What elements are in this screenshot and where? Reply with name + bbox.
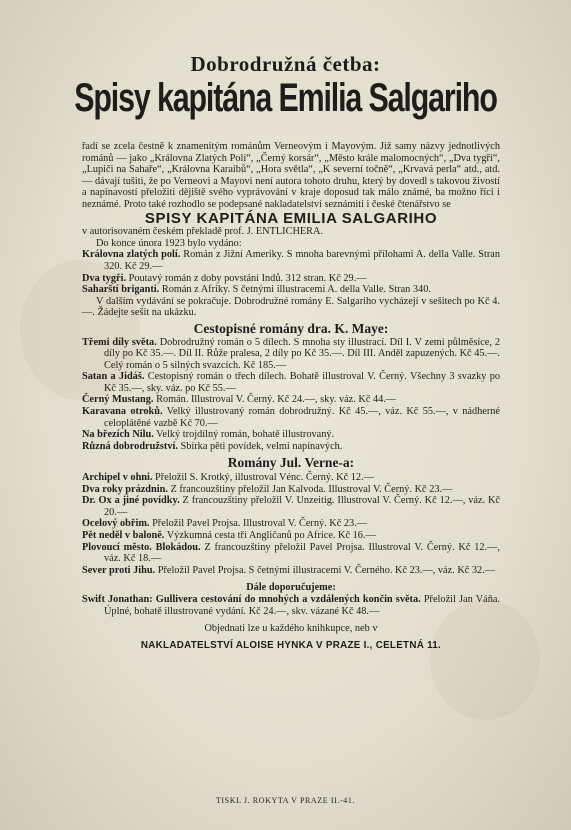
book-title: Černý Mustang.	[82, 394, 154, 406]
book-description: Román z Jižní Ameriky. S mnoha barevnými přílohami A. della Valle. Stran 320. Kč 29.—	[104, 249, 500, 272]
recommend-list	[82, 594, 500, 617]
book-description: Dobrodružný román o 5 dílech. S mnoha sty illustrací. Díl I. V zemi půlměsíce, 2 díly po Kč 35.—. Díl II. Růže pralesa, 2 díly po Kč 35.—. Díl III. Anděl zapuzených. Kč 45.—. Celý román o 5 silných svazcích. Kč 185.—	[104, 336, 500, 371]
section-heading-salgari: SPISY KAPITÁNA EMILIA SALGARIHO	[144, 209, 438, 227]
main-title: Spisy kapitána Emilia Salgariho	[74, 76, 497, 120]
translation-note: v autorisovaném českém překladě prof. J. ENTLICHERA.	[82, 226, 324, 238]
printer-credit: TISKL J. ROKYTA V PRAZE II.-41.	[215, 796, 356, 805]
content	[82, 141, 500, 651]
book-entry	[82, 565, 500, 577]
book-description: Velký illustrovaný román dobrodružný. Kč 45.—, váz. Kč 55.—, v nádherné celoplátěné vazbě Kč 70.—	[104, 406, 500, 429]
book-entry	[82, 495, 500, 518]
book-title: Ocelový obřim.	[82, 518, 150, 530]
book-title: Karavana otroků.	[82, 406, 163, 418]
closing-note: V dalším vydávání se pokračuje. Dobrodružné romány E. Salgariho vycházejí v sešitech po Kč 4.—. Žádejte sešit na ukázku.	[82, 295, 500, 319]
section-heading-recommend: Dále doporučujeme:	[246, 582, 336, 594]
book-description: Výzkumná cesta tří Angličanů po Africe. Kč 16.—	[164, 530, 376, 541]
publisher-address: NAKLADATELSTVÍ ALOISE HYNKA V PRAZE I., CELETNÁ 11.	[140, 639, 442, 651]
book-entry	[82, 518, 500, 530]
book-title: Třemi díly světa.	[82, 336, 157, 348]
verne-list	[82, 472, 500, 576]
book-title: Pět neděl v baloně.	[82, 530, 165, 541]
book-description: Sbírka pěti povídek, velmi napínavých.	[177, 440, 343, 452]
book-description: Přeložil Pavel Projsa. S četnými illustracemi V. Černého. Kč 23.—, váz. Kč 32.—	[155, 564, 496, 576]
intro-paragraph: řadí se zcela čestně k znamenitým románům Verneovým i Mayovým. Již samy názvy jednotlivých románů — jako „Královna Zlatých Polí“, „Černý korsár“, „Město krále malomocných“, „Dva tygři“, „Lupiči na Sahaře“, „Královna Karaibů“, „Hora světla“, „K severní točně“, „Krvavá perla“ atd., atd. — dávají tušiti, že po Verneovi a Mayovi není autora tohoto druhu, který by dovedl s takovou živostí a napínavostí přeložiti dějiště svého vyprávování v kraje doposud tak málo známé, ba možno říci i neznámé. Proto také rozhodlo se podepsané nakladatelství seznámiti i české čtenářstvo se	[82, 141, 500, 210]
book-description: Z francouzštiny přeložil V. Unzeitig. Illustroval V. Černý. Kč 12.—, váz. Kč 20.—	[104, 495, 501, 518]
book-entry	[82, 441, 500, 453]
salgari-list	[82, 249, 500, 295]
book-entry	[82, 371, 500, 394]
book-description: Román z Afriky. S četnými illustracemi A. della Valle. Stran 340.	[159, 284, 431, 296]
book-description: Přeložil S. Krotký, illustroval Vénc. Černý. Kč 12.—	[152, 472, 374, 484]
book-title: Na březích Nilu.	[82, 429, 154, 441]
section-heading-may: Cestopisné romány dra. K. Maye:	[193, 320, 389, 336]
book-entry	[82, 337, 500, 372]
may-list	[82, 337, 500, 453]
published-note: Do konce února 1923 bylo vydáno:	[96, 237, 242, 249]
book-description: Z francouzštiny přeložil Pavel Projsa. Illustroval V. Černý. Kč 12.—, váz. Kč 18.—	[104, 541, 500, 565]
book-title: Různá dobrodružství.	[82, 440, 178, 452]
book-entry	[82, 594, 500, 617]
book-title: Plovoucí město. Blokádou.	[82, 541, 201, 553]
book-entry	[82, 542, 500, 565]
book-description: Poutavý román z doby povstání Indů. 312 stran. Kč 29.—	[126, 272, 367, 284]
book-title: Královna zlatých polí.	[82, 249, 181, 261]
book-title: Satan a Jidáš.	[82, 371, 145, 383]
book-title: Swift Jonathan: Gullivera cestování do mnohých a vzdálených končin světa.	[82, 593, 421, 605]
order-line: Objednati lze u každého knihkupce, neb v	[204, 623, 378, 635]
book-title: Sever proti Jihu.	[82, 564, 156, 576]
book-entry	[82, 530, 500, 542]
book-description: Velký trojdílný román, bohatě illustrovaný.	[153, 429, 335, 441]
book-description: Román. Illustroval V. Černý. Kč 24.—, sky. váz. Kč 44.—	[153, 394, 397, 406]
book-entry	[82, 249, 500, 272]
book-description: Cestopisný román o třech dílech. Bohatě illustroval V. Černý. Všechny 3 svazky po Kč 35.—, sky. váz. po Kč 55.—	[104, 371, 500, 394]
book-description: Přeložil Jan Váňa. Úplné, bohatě illustrované vydání. Kč 24.—, skv. vázané Kč 48.—	[104, 593, 500, 617]
book-entry	[82, 472, 500, 484]
book-entry	[82, 284, 500, 296]
section-heading-verne: Romány Jul. Verne-a:	[227, 455, 355, 471]
book-entry	[82, 394, 500, 406]
book-description: Z francouzštiny přeložil Jan Kalvoda. Illustroval V. Černý. Kč 23.—	[167, 483, 453, 495]
book-entry	[82, 429, 500, 441]
heading: Dobrodružná četba:	[190, 52, 381, 76]
book-title: Dva tygři.	[82, 272, 127, 284]
book-title: Dva roky prázdnin.	[82, 483, 168, 495]
book-entry	[82, 406, 500, 429]
book-description: Přeložil Pavel Projsa. Illustroval V. Černý. Kč 23.—	[149, 518, 368, 530]
book-title: Dr. Ox a jiné povídky.	[82, 495, 180, 507]
book-title: Archipel v ohni.	[82, 472, 153, 484]
book-entry	[82, 484, 500, 496]
book-title: Saharští briganti.	[82, 284, 160, 296]
book-entry	[82, 273, 500, 285]
